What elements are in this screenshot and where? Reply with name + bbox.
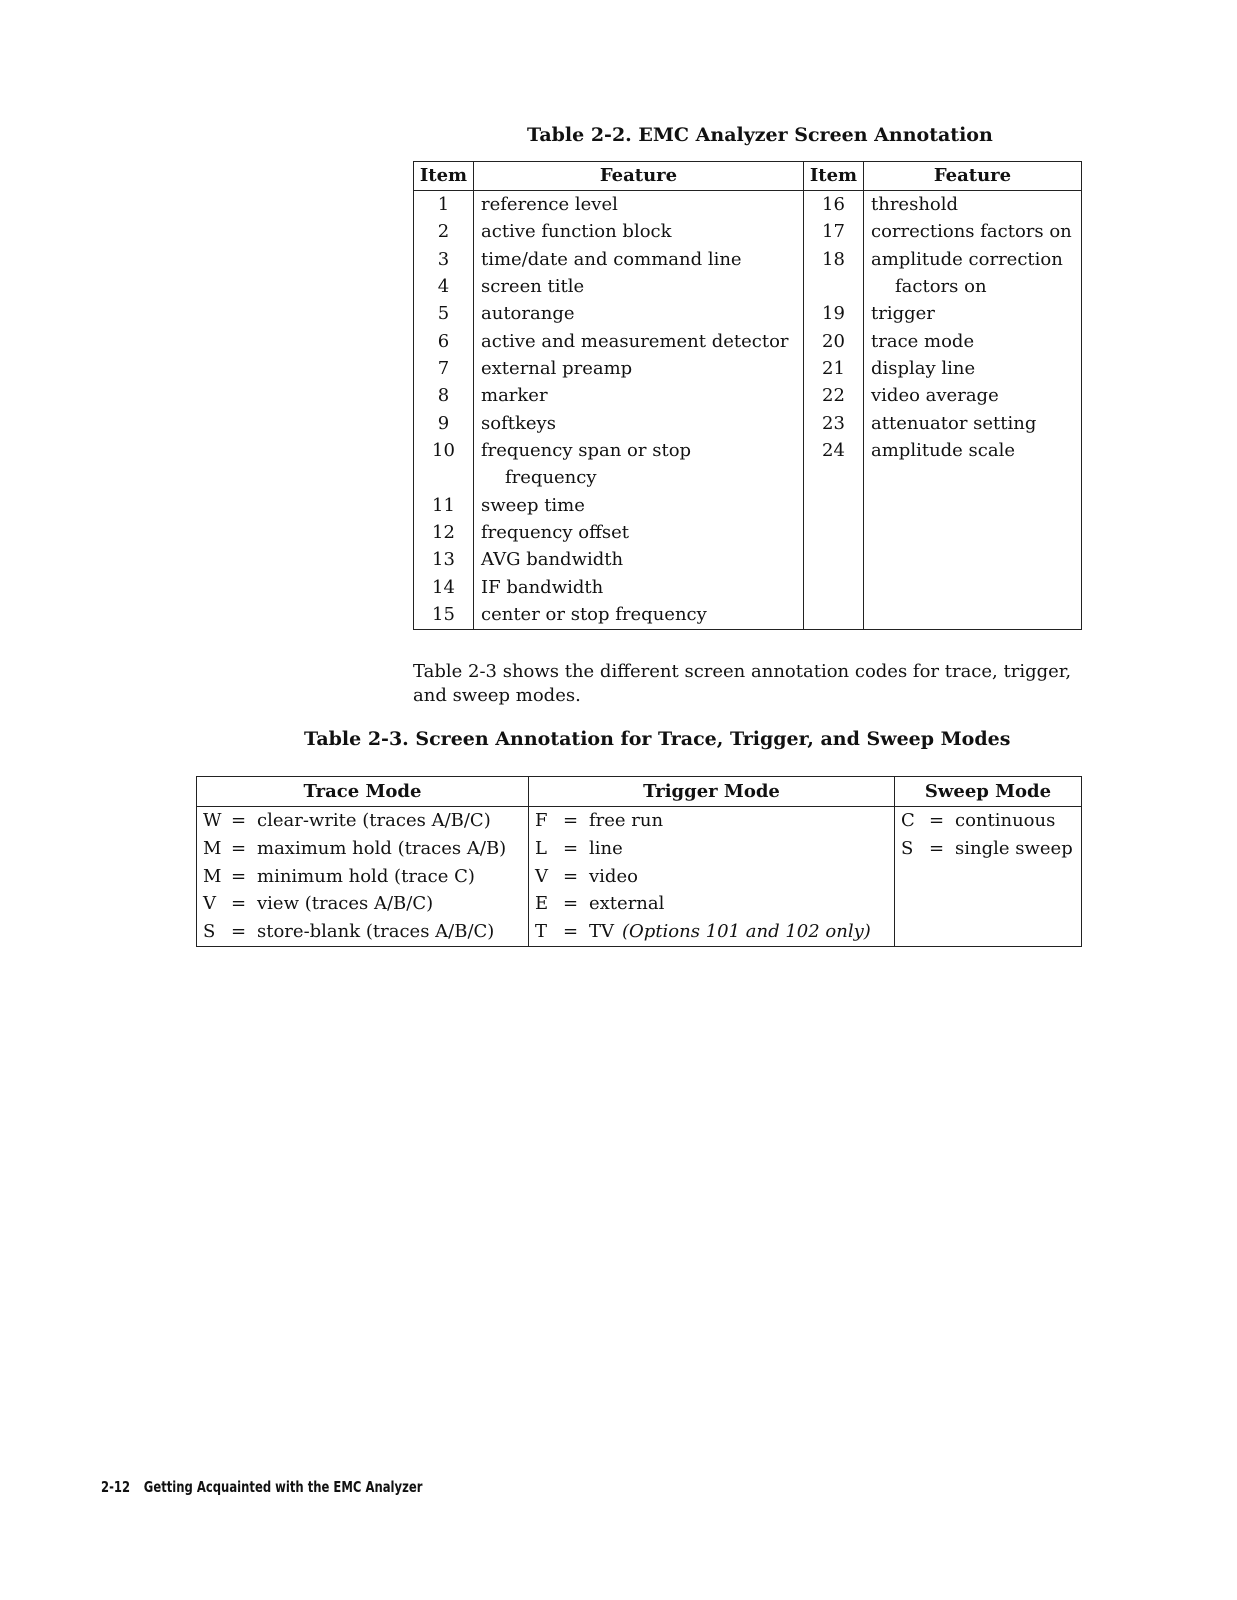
sweep-mode-cell: [895, 835, 1082, 863]
trace-description: minimum hold (trace C): [257, 865, 475, 887]
item-number: 11: [432, 494, 455, 516]
table-row: [414, 355, 1082, 382]
feature-cell: time/date and command line: [474, 246, 804, 273]
sweep-code: S: [901, 837, 914, 859]
feature-cell: amplitude correction: [864, 246, 1082, 273]
trigger-description: external: [589, 893, 665, 915]
feature-cell: sweep time: [474, 492, 804, 519]
item-number: 19: [804, 300, 864, 327]
table-row: [414, 546, 1082, 573]
table-row: [197, 835, 1082, 863]
feature-cell: frequency span or stop: [474, 437, 804, 464]
item-number: 1: [437, 194, 450, 215]
table-row: [414, 273, 1082, 300]
trigger-code: V: [535, 865, 548, 887]
item-number: 7: [437, 358, 450, 380]
column-header-item: Item: [414, 162, 474, 191]
equals-sign: =: [563, 837, 579, 859]
feature-cell: factors on: [864, 273, 1082, 300]
trigger-code: E: [535, 893, 549, 915]
column-header-feature: Feature: [474, 162, 804, 191]
page-footer: [101, 1478, 422, 1496]
sweep-description: continuous: [955, 810, 1056, 831]
trace-mode-cell: [197, 890, 529, 918]
table-row: [414, 492, 1082, 519]
table-row: [414, 191, 1082, 219]
feature-cell: corrections factors on: [864, 218, 1082, 245]
table-row: [414, 410, 1082, 437]
feature-cell: [864, 464, 1082, 491]
trace-code: S: [203, 921, 216, 943]
trigger-code: L: [535, 837, 547, 859]
page-number: 2-12: [101, 1478, 131, 1496]
trace-description: maximum hold (traces A/B): [257, 837, 507, 859]
item-number: [804, 546, 864, 573]
sweep-mode-cell: [895, 890, 1082, 918]
sweep-mode-cell: [895, 863, 1082, 891]
feature-cell: IF bandwidth: [474, 574, 804, 601]
trigger-mode-cell: [529, 807, 895, 835]
trigger-description: free run: [589, 810, 664, 831]
item-number: 20: [804, 328, 864, 355]
body-paragraph: Table 2-3 shows the different screen annotation codes for trace, trigger, and sweep modes.: [413, 661, 1072, 706]
trigger-description: TV: [589, 921, 615, 943]
feature-cell: [864, 546, 1082, 573]
trace-code: M: [203, 865, 222, 887]
column-header-trigger-mode: Trigger Mode: [529, 777, 895, 807]
feature-cell: trace mode: [864, 328, 1082, 355]
equals-sign: =: [563, 810, 579, 831]
feature-cell: active function block: [474, 218, 804, 245]
item-number: [804, 519, 864, 546]
item-number: [414, 464, 474, 491]
table-row: [197, 807, 1082, 835]
item-number: 17: [804, 218, 864, 245]
item-number: 2: [437, 221, 450, 243]
trigger-code: F: [535, 810, 548, 831]
item-number: 14: [432, 576, 455, 598]
item-number: 24: [804, 437, 864, 464]
feature-cell: softkeys: [474, 410, 804, 437]
feature-cell: center or stop frequency: [474, 601, 804, 629]
table-row: [414, 437, 1082, 464]
trace-mode-cell: [197, 807, 529, 835]
column-header-item: Item: [804, 162, 864, 191]
feature-cell: trigger: [864, 300, 1082, 327]
table-row: [414, 328, 1082, 355]
trace-mode-cell: [197, 835, 529, 863]
feature-cell: autorange: [474, 300, 804, 327]
equals-sign: =: [929, 837, 945, 859]
item-number: 6: [437, 330, 450, 352]
feature-cell: marker: [474, 382, 804, 409]
item-number: [804, 273, 864, 300]
mode-annotation-table: [196, 776, 1082, 947]
feature-cell: display line: [864, 355, 1082, 382]
column-header-trace-mode: Trace Mode: [197, 777, 529, 807]
feature-cell: [864, 519, 1082, 546]
table-row: [414, 218, 1082, 245]
column-header-feature: Feature: [864, 162, 1082, 191]
trace-mode-cell: [197, 863, 529, 891]
feature-cell: [864, 492, 1082, 519]
equals-sign: =: [231, 893, 247, 915]
item-number: 8: [437, 385, 450, 407]
trace-description: view (traces A/B/C): [257, 893, 434, 915]
table-row: [197, 863, 1082, 891]
section-title: Getting Acquainted with the EMC Analyzer: [143, 1478, 423, 1496]
feature-cell: screen title: [474, 273, 804, 300]
sweep-mode-cell: [895, 918, 1082, 946]
trace-mode-cell: [197, 918, 529, 946]
item-number: [804, 574, 864, 601]
sweep-mode-cell: [895, 807, 1082, 835]
item-number: [804, 601, 864, 629]
item-number: 21: [804, 355, 864, 382]
table-row: [414, 519, 1082, 546]
feature-cell: [864, 601, 1082, 629]
trigger-mode-cell: [529, 918, 895, 946]
table-row: [414, 464, 1082, 491]
trace-code: W: [203, 810, 222, 831]
equals-sign: =: [563, 865, 579, 887]
feature-cell: AVG bandwidth: [474, 546, 804, 573]
column-header-sweep-mode: Sweep Mode: [895, 777, 1082, 807]
sweep-description: single sweep: [955, 837, 1073, 859]
table-row: [414, 246, 1082, 273]
table-2-2-caption: Table 2-2. EMC Analyzer Screen Annotation: [527, 124, 993, 146]
feature-cell: frequency: [474, 464, 804, 491]
table-row: [414, 574, 1082, 601]
item-number: 23: [804, 410, 864, 437]
table-header-row: [197, 777, 1082, 807]
table-2-3-caption: Table 2-3. Screen Annotation for Trace, Trigger, and Sweep Modes: [304, 728, 1011, 750]
feature-cell: video average: [864, 382, 1082, 409]
trigger-mode-cell: [529, 863, 895, 891]
equals-sign: =: [929, 810, 945, 831]
screen-annotation-table: [413, 161, 1082, 630]
item-number: 9: [437, 412, 450, 434]
trace-code: V: [203, 893, 216, 915]
table-row: [414, 601, 1082, 629]
feature-cell: external preamp: [474, 355, 804, 382]
table-row: [414, 300, 1082, 327]
item-number: 4: [437, 276, 450, 298]
equals-sign: =: [231, 865, 247, 887]
trace-description: store-blank (traces A/B/C): [257, 921, 495, 943]
trigger-code: T: [535, 921, 548, 943]
sweep-code: C: [901, 810, 915, 831]
feature-cell: active and measurement detector: [474, 328, 804, 355]
item-number: 22: [804, 382, 864, 409]
feature-cell: threshold: [864, 191, 1082, 219]
item-number: [804, 464, 864, 491]
item-number: 13: [432, 549, 455, 571]
equals-sign: =: [563, 921, 579, 943]
trigger-mode-cell: [529, 890, 895, 918]
trigger-description: video: [589, 865, 638, 887]
item-number: 12: [432, 522, 455, 544]
item-number: 15: [432, 604, 455, 626]
feature-cell: attenuator setting: [864, 410, 1082, 437]
trace-description: clear-write (traces A/B/C): [257, 810, 491, 831]
trigger-mode-cell: [529, 835, 895, 863]
equals-sign: =: [231, 837, 247, 859]
item-number: 3: [437, 248, 450, 270]
trace-code: M: [203, 837, 222, 859]
equals-sign: =: [231, 810, 247, 831]
item-number: [804, 492, 864, 519]
equals-sign: =: [563, 893, 579, 915]
item-number: 16: [804, 191, 864, 219]
feature-cell: [864, 574, 1082, 601]
table-row: [197, 918, 1082, 946]
feature-cell: reference level: [474, 191, 804, 219]
table-header-row: [414, 162, 1082, 191]
equals-sign: =: [231, 921, 247, 943]
item-number: 5: [437, 303, 450, 325]
item-number: 18: [804, 246, 864, 273]
table-row: [414, 382, 1082, 409]
trigger-description: line: [589, 837, 623, 859]
table-row: [197, 890, 1082, 918]
feature-cell: amplitude scale: [864, 437, 1082, 464]
trigger-note: (Options 101 and 102 only): [622, 921, 871, 943]
feature-cell: frequency offset: [474, 519, 804, 546]
item-number: 10: [432, 440, 455, 462]
